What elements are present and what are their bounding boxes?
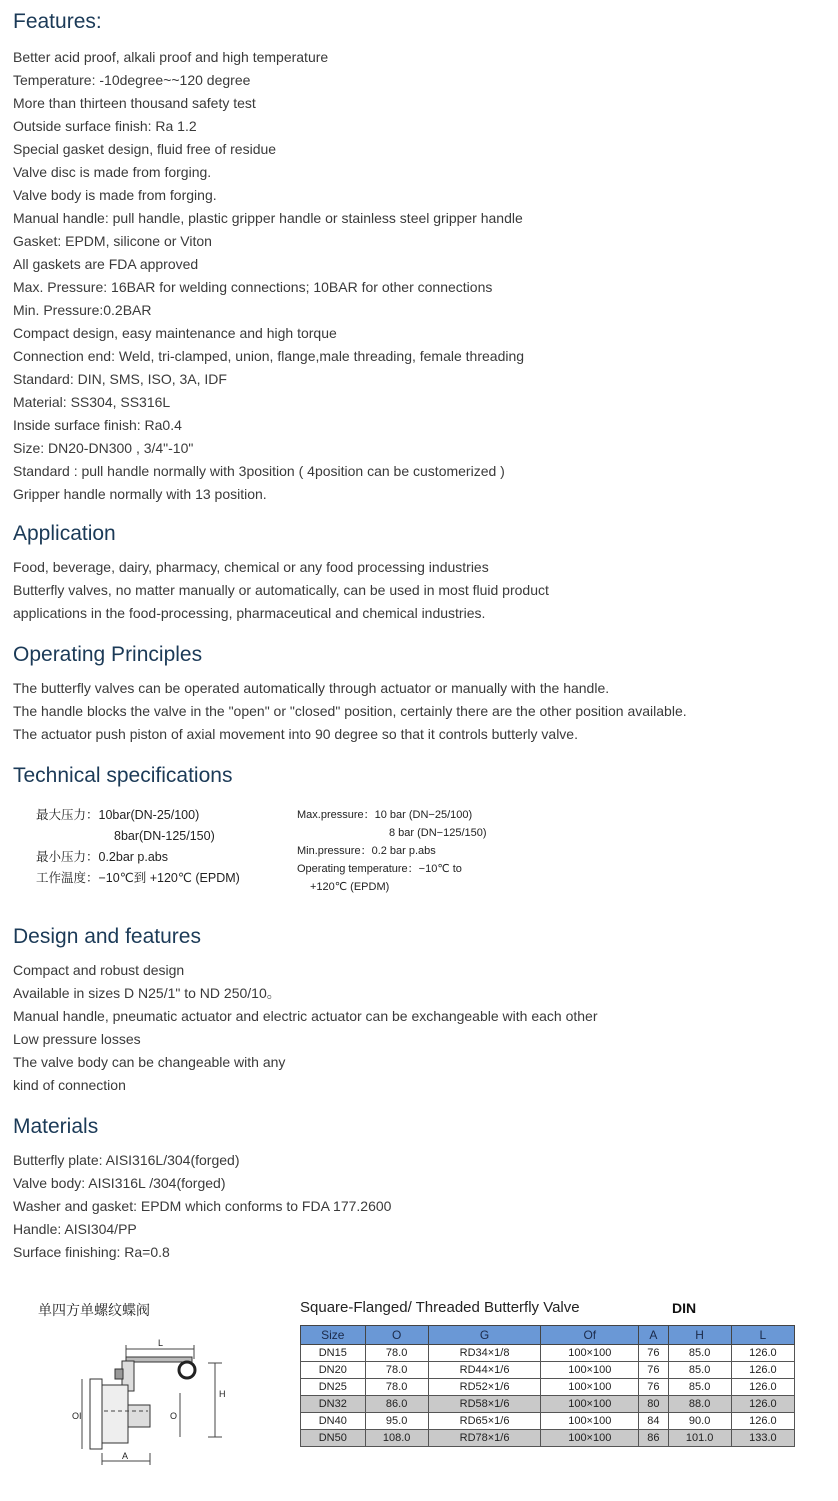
feature-line: Compact design, easy maintenance and high torque: [13, 325, 337, 341]
materials-line: Handle: AISI304/PP: [13, 1221, 137, 1237]
feature-line: Inside surface finish: Ra0.4: [13, 417, 182, 433]
dim-label-o: O: [170, 1411, 178, 1421]
drawing-title: 单四方单螺纹蝶阀: [38, 1302, 150, 1318]
handle-knob: [179, 1362, 195, 1378]
table-cell: 78.0: [365, 1345, 428, 1362]
spec-cn-max: 最大压力：10bar(DN-25/100): [36, 808, 200, 822]
col-header: H: [668, 1326, 731, 1345]
table-cell: 86: [639, 1430, 668, 1447]
dim-label-l: L: [158, 1338, 164, 1348]
feature-line: Special gasket design, fluid free of residue: [13, 141, 277, 157]
table-row: [301, 1362, 795, 1379]
table-cell: 100×100: [541, 1345, 639, 1362]
valve-drawing: [70, 1335, 230, 1467]
table-cell: RD52×1/6: [428, 1379, 541, 1396]
design-line: Available in sizes D N25/1" to ND 250/10。: [13, 985, 281, 1001]
design-line: The valve body can be changeable with any: [13, 1054, 286, 1070]
features-section: [13, 8, 524, 506]
spec-cn-temp: 工作温度：−10℃到 +120℃ (EPDM): [36, 871, 240, 885]
feature-line: All gaskets are FDA approved: [13, 256, 199, 272]
table-cell: RD44×1/6: [428, 1362, 541, 1379]
col-header: Of: [541, 1326, 639, 1345]
features-heading: Features:: [13, 10, 102, 33]
feature-line: Standard: DIN, SMS, ISO, 3A, IDF: [13, 371, 227, 387]
feature-line: Valve body is made from forging.: [13, 187, 217, 203]
table-cell: 76: [639, 1345, 668, 1362]
spec-en-temp-2: +120℃ (EPDM): [310, 881, 390, 893]
table-row: [301, 1430, 795, 1447]
materials-line: Surface finishing: Ra=0.8: [13, 1244, 170, 1260]
feature-line: Gripper handle normally with 13 position.: [13, 486, 267, 502]
table-cell: 95.0: [365, 1413, 428, 1430]
table-row: [301, 1413, 795, 1430]
feature-line: Outside surface finish: Ra 1.2: [13, 118, 197, 134]
table-cell: DN20: [301, 1362, 366, 1379]
table-header-row: [301, 1326, 795, 1345]
feature-line: Material: SS304, SS316L: [13, 394, 171, 410]
table-cell: 85.0: [668, 1379, 731, 1396]
design-line: Compact and robust design: [13, 962, 185, 978]
table-row: [301, 1379, 795, 1396]
table-cell: 108.0: [365, 1430, 428, 1447]
table-cell: 85.0: [668, 1362, 731, 1379]
table-cell: DN40: [301, 1413, 366, 1430]
application-line: applications in the food-processing, pharmaceutical and chemical industries.: [13, 605, 486, 621]
materials-line: Butterfly plate: AISI316L/304(forged): [13, 1152, 240, 1168]
materials-line: Valve body: AISI316L /304(forged): [13, 1175, 226, 1191]
spec-cn-min: 最小压力：0.2bar p.abs: [36, 850, 168, 864]
operating-heading: Operating Principles: [13, 643, 203, 666]
materials-line: Washer and gasket: EPDM which conforms to FDA 177.2600: [13, 1198, 392, 1214]
dimension-table: [300, 1325, 795, 1447]
table-cell: 126.0: [731, 1345, 794, 1362]
feature-line: Manual handle: pull handle, plastic gripper handle or stainless steel gripper handle: [13, 210, 523, 226]
table-cell: RD78×1/6: [428, 1430, 541, 1447]
operating-line: The actuator push piston of axial movement into 90 degree so that it controls butterly valve.: [13, 726, 578, 742]
table-cell: DN50: [301, 1430, 366, 1447]
table-cell: 76: [639, 1362, 668, 1379]
table-cell: 85.0: [668, 1345, 731, 1362]
table-cell: 126.0: [731, 1396, 794, 1413]
col-header: G: [428, 1326, 541, 1345]
table-cell: 100×100: [541, 1379, 639, 1396]
feature-line: Size: DN20-DN300 , 3/4"-10": [13, 440, 194, 456]
table-cell: 126.0: [731, 1362, 794, 1379]
table-cell: 88.0: [668, 1396, 731, 1413]
table-cell: 84: [639, 1413, 668, 1430]
feature-line: Connection end: Weld, tri-clamped, union, flange,male threading, female threading: [13, 348, 525, 364]
spec-en-max-2: 8 bar (DN−125/150): [389, 827, 487, 839]
dim-label-oi: OI: [72, 1411, 82, 1421]
table-cell: 76: [639, 1379, 668, 1396]
features-list: [13, 46, 524, 506]
table-cell: 78.0: [365, 1362, 428, 1379]
table-cell: 133.0: [731, 1430, 794, 1447]
col-header: Size: [301, 1326, 366, 1345]
feature-line: Standard : pull handle normally with 3position ( 4position can be customerized ): [13, 463, 505, 479]
spec-en-temp: Operating temperature：−10℃ to: [297, 863, 462, 875]
table-cell: 100×100: [541, 1430, 639, 1447]
design-heading: Design and features: [13, 925, 201, 948]
table-cell: 90.0: [668, 1413, 731, 1430]
dim-label-h: H: [219, 1389, 226, 1399]
col-header: L: [731, 1326, 794, 1345]
table-cell: 101.0: [668, 1430, 731, 1447]
table-cell: 100×100: [541, 1396, 639, 1413]
feature-line: More than thirteen thousand safety test: [13, 95, 256, 111]
spec-cn-max-2: 8bar(DN-125/150): [114, 829, 215, 843]
valve-body: [102, 1385, 128, 1443]
table-cell: 126.0: [731, 1413, 794, 1430]
table-cell: 100×100: [541, 1362, 639, 1379]
application-line: Food, beverage, dairy, pharmacy, chemical or any food processing industries: [13, 559, 489, 575]
technical-heading: Technical specifications: [13, 764, 233, 787]
table-cell: RD65×1/6: [428, 1413, 541, 1430]
col-header: O: [365, 1326, 428, 1345]
design-line: kind of connection: [13, 1077, 126, 1093]
application-section: [13, 520, 549, 625]
table-cell: RD58×1/6: [428, 1396, 541, 1413]
table-cell: 126.0: [731, 1379, 794, 1396]
table-row: [301, 1345, 795, 1362]
feature-line: Max. Pressure: 16BAR for welding connections; 10BAR for other connections: [13, 279, 493, 295]
table-standard: DIN: [672, 1300, 697, 1316]
design-line: Manual handle, pneumatic actuator and electric actuator can be exchangeable with each other: [13, 1008, 598, 1024]
materials-heading: Materials: [13, 1115, 99, 1138]
col-header: A: [639, 1326, 668, 1345]
dim-label-a: A: [122, 1451, 129, 1461]
design-line: Low pressure losses: [13, 1031, 141, 1047]
operating-section: [13, 641, 687, 746]
materials-section: [13, 1113, 391, 1264]
table-cell: 100×100: [541, 1413, 639, 1430]
handle: [126, 1357, 192, 1362]
feature-line: Min. Pressure:0.2BAR: [13, 302, 152, 318]
table-title: Square-Flanged/ Threaded Butterfly Valve: [300, 1299, 580, 1316]
feature-line: Temperature: -10degree~~120 degree: [13, 72, 251, 88]
table-cell: DN32: [301, 1396, 366, 1413]
feature-line: Valve disc is made from forging.: [13, 164, 212, 180]
feature-line: Better acid proof, alkali proof and high temperature: [13, 49, 329, 65]
operating-line: The handle blocks the valve in the "open" or "closed" position, certainly there are the other position available.: [13, 703, 687, 719]
table-cell: 78.0: [365, 1379, 428, 1396]
table-row: [301, 1396, 795, 1413]
table-cell: DN15: [301, 1345, 366, 1362]
spec-en-min: Min.pressure：0.2 bar p.abs: [297, 845, 436, 857]
feature-line: Gasket: EPDM, silicone or Viton: [13, 233, 212, 249]
design-section: [13, 923, 598, 1097]
application-heading: Application: [13, 522, 116, 545]
spec-en-max: Max.pressure：10 bar (DN−25/100): [297, 809, 473, 821]
table-cell: DN25: [301, 1379, 366, 1396]
technical-section: [13, 762, 232, 790]
table-cell: 80: [639, 1396, 668, 1413]
table-cell: 86.0: [365, 1396, 428, 1413]
application-line: Butterfly valves, no matter manually or automatically, can be used in most fluid product: [13, 582, 549, 598]
table-cell: RD34×1/8: [428, 1345, 541, 1362]
operating-line: The butterfly valves can be operated automatically through actuator or manually with the handle.: [13, 680, 610, 696]
